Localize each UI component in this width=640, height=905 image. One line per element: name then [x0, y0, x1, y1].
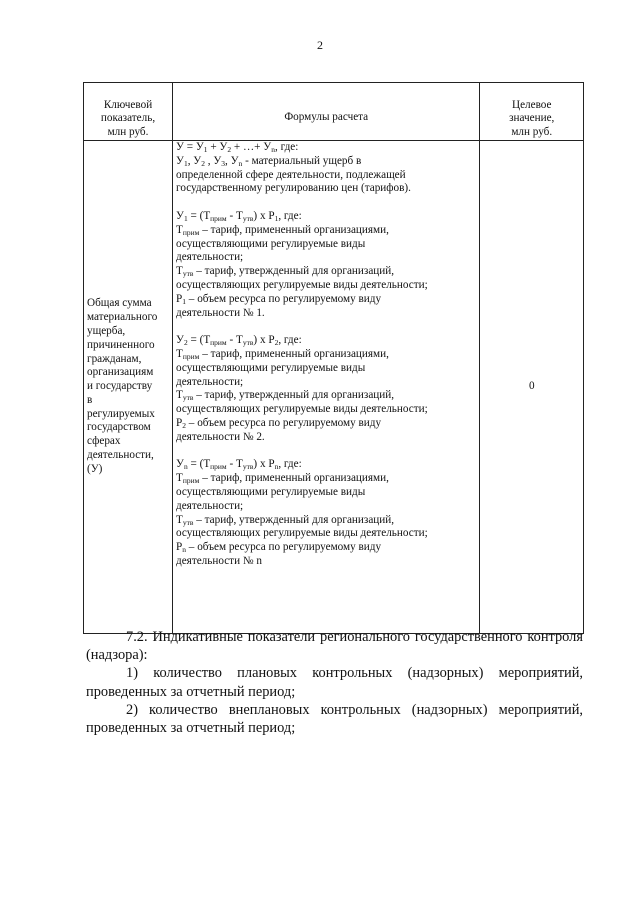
subscript: утв	[182, 517, 194, 527]
blank-line	[176, 320, 476, 334]
subscript: n	[238, 158, 243, 168]
indicator-line: материального	[87, 311, 158, 324]
header-indicator-line: млн руб.	[107, 126, 149, 139]
table-header-row	[84, 83, 584, 141]
subscript: 2	[274, 338, 279, 348]
indicator-line: ущерба,	[87, 324, 126, 337]
subscript: 1	[183, 158, 188, 168]
subscript: утв	[182, 269, 194, 279]
formula-line: определенной сфере деятельности, подлежащей	[176, 168, 406, 181]
indicator-table	[83, 82, 584, 634]
header-indicator-line: показатель,	[100, 112, 156, 125]
header-target-line: млн руб.	[511, 126, 553, 139]
subscript: 1	[274, 213, 279, 223]
formula-line: деятельности № 2.	[176, 430, 265, 443]
subscript: утв	[242, 213, 254, 223]
subscript: n	[182, 545, 186, 555]
formula-line: $Т_{утв}$ – тариф, утвержденный для организаций,	[176, 265, 395, 279]
formula-line: осуществляющими регулируемые виды	[176, 237, 366, 250]
subscript: 3	[221, 158, 226, 168]
formula-line: $У_1$, $У_2$ , $У_3$, $У_n$ - материальный ущерб в	[176, 154, 362, 168]
subscript: n	[183, 462, 188, 472]
subscript: n	[274, 462, 279, 472]
paragraph-7-2: 7.2. Индикативные показатели регионального государственного контроля (надзора):	[86, 629, 583, 664]
subscript: прим	[182, 227, 200, 237]
indicator-line: организациям	[87, 366, 154, 379]
formula-line: $Т_{утв}$ – тариф, утвержденный для организаций,	[176, 389, 395, 403]
formula-line: осуществляющими регулируемые виды	[176, 485, 366, 498]
header-target-line: Целевое	[511, 98, 552, 111]
subscript: 2	[227, 145, 232, 154]
formula-line: осуществляющих регулируемые виды деятельности;	[176, 403, 428, 416]
subscript: прим	[210, 213, 227, 223]
indicator-line: регулируемых	[87, 407, 155, 420]
subscript: прим	[182, 476, 200, 486]
paragraph-item-1: 1) количество плановых контрольных (надзорных) мероприятий, проведенных за отчетный период;	[86, 665, 583, 700]
formula-line: деятельности;	[176, 375, 244, 388]
formula-line: осуществляющими регулируемые виды	[176, 361, 366, 374]
subscript: n	[271, 145, 275, 154]
formulas-cell	[173, 141, 480, 634]
subscript: утв	[182, 393, 194, 403]
formula-line: деятельности;	[176, 499, 244, 512]
table-row	[84, 141, 584, 634]
indicator-line: и государству	[87, 380, 153, 393]
indicator-line: причиненного	[87, 338, 155, 351]
formula-block-equation: $У_1 = (Т_{прим} - Т_{утв})$ х $Р_1$, где:	[176, 209, 302, 223]
subscript: прим	[210, 462, 227, 472]
body-text	[86, 628, 583, 737]
indicator-line: Общая сумма	[87, 297, 152, 310]
target-value: 0	[480, 141, 584, 634]
header-formulas: Формулы расчета	[173, 83, 480, 141]
paragraph-item-2: 2) количество внеплановых контрольных (надзорных) мероприятий, проведенных за отчетный период;	[86, 701, 583, 737]
indicator-line: государством	[87, 421, 151, 434]
formula-block-equation: $У_n = (Т_{прим} - Т_{утв})$ х $Р_n$, где:	[176, 458, 302, 472]
header-target-line: значение,	[509, 112, 555, 125]
blank-line	[176, 445, 476, 459]
subscript: 1	[203, 145, 208, 154]
formula-line: государственному регулированию цен (тарифов).	[176, 182, 411, 195]
header-indicator-line: Ключевой	[103, 98, 153, 111]
formula-line: $Т_{утв}$ – тариф, утвержденный для организаций,	[176, 513, 395, 527]
formula-line: $Т_{прим}$ – тариф, примененный организациями,	[176, 347, 389, 361]
formula-total: $У = У_1 + У_2$ + …+ $У_n$, где:	[176, 141, 299, 154]
formula-line: деятельности № n	[176, 554, 262, 567]
indicator-line: сферах	[87, 435, 121, 448]
formula-line: $Р_2$ – объем ресурса по регулируемому виду	[176, 416, 382, 430]
page-number: 2	[317, 38, 323, 52]
formula-line: $Р_n$ – объем ресурса по регулируемому виду	[176, 541, 382, 555]
subscript: утв	[242, 338, 254, 348]
subscript: 2	[201, 158, 205, 168]
formula-line: $Т_{прим}$ – тариф, примененный организациями,	[176, 472, 389, 486]
subscript: 2	[183, 338, 188, 348]
formula-line: деятельности;	[176, 251, 244, 264]
subscript: 1	[182, 296, 186, 306]
indicator-text	[87, 297, 169, 476]
indicator-line: гражданам,	[87, 352, 142, 365]
formula-line: осуществляющих регулируемые виды деятельности;	[176, 278, 428, 291]
indicator-line: в	[87, 393, 93, 406]
subscript: 2	[182, 420, 186, 430]
formula-line: осуществляющих регулируемые виды деятельности;	[176, 527, 428, 540]
subscript: 1	[183, 213, 188, 223]
indicator-line: (У)	[87, 462, 103, 475]
formula-line: $Р_1$ – объем ресурса по регулируемому виду	[176, 292, 382, 306]
header-target	[480, 83, 584, 141]
formulas-text	[176, 141, 476, 569]
subscript: утв	[242, 462, 254, 472]
subscript: прим	[182, 351, 200, 361]
formula-line: деятельности № 1.	[176, 306, 265, 319]
indicator-cell	[84, 141, 173, 634]
indicator-line: деятельности,	[87, 449, 154, 462]
header-indicator	[84, 83, 173, 141]
formula-line: $Т_{прим}$ – тариф, примененный организациями,	[176, 223, 389, 237]
subscript: прим	[210, 338, 227, 348]
blank-line	[176, 196, 476, 210]
formula-block-equation: $У_2 = (Т_{прим} - Т_{утв})$ х $Р_2$, где:	[176, 334, 302, 348]
